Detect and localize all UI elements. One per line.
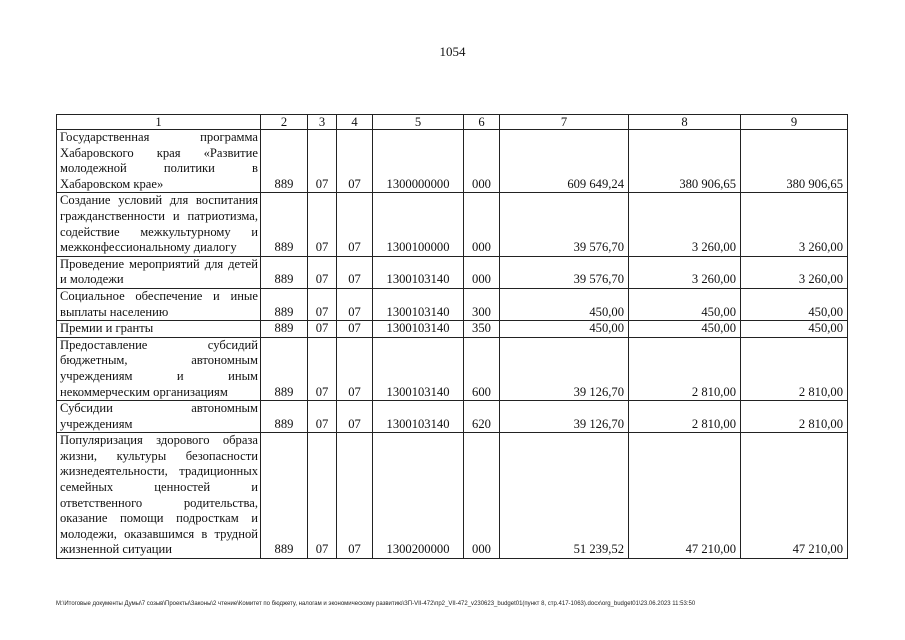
table-row bbox=[57, 433, 848, 559]
row-name: Субсидии автономным учреждениям bbox=[57, 401, 261, 433]
row-expense-type: 000 bbox=[464, 130, 500, 193]
row-target-article: 1300103140 bbox=[373, 288, 464, 320]
header-cell-6: 6 bbox=[464, 115, 500, 130]
row-amount-col9: 3 260,00 bbox=[741, 193, 848, 256]
row-amount-col8: 2 810,00 bbox=[629, 401, 741, 433]
row-expense-type: 000 bbox=[464, 256, 500, 288]
table-row bbox=[57, 321, 848, 338]
row-code-gp: 889 bbox=[261, 401, 308, 433]
row-amount-col7: 39 126,70 bbox=[500, 337, 629, 400]
row-amount-col7: 51 239,52 bbox=[500, 433, 629, 559]
header-cell-2: 2 bbox=[261, 115, 308, 130]
row-amount-col9: 450,00 bbox=[741, 321, 848, 338]
row-subsection: 07 bbox=[337, 193, 373, 256]
row-target-article: 1300103140 bbox=[373, 256, 464, 288]
table-row bbox=[57, 256, 848, 288]
row-name: Создание условий для воспитания гражданственности и патриотизма, содействие межкультурному и межконфессиональному диалогу bbox=[57, 193, 261, 256]
table-row bbox=[57, 193, 848, 256]
row-amount-col8: 450,00 bbox=[629, 321, 741, 338]
row-code-gp: 889 bbox=[261, 433, 308, 559]
budget-table bbox=[56, 114, 848, 559]
row-subsection: 07 bbox=[337, 256, 373, 288]
row-amount-col8: 380 906,65 bbox=[629, 130, 741, 193]
row-section: 07 bbox=[308, 401, 337, 433]
row-amount-col8: 3 260,00 bbox=[629, 193, 741, 256]
row-target-article: 1300103140 bbox=[373, 337, 464, 400]
row-amount-col7: 450,00 bbox=[500, 321, 629, 338]
row-amount-col7: 39 576,70 bbox=[500, 256, 629, 288]
table-row bbox=[57, 337, 848, 400]
page-number: 1054 bbox=[439, 44, 466, 59]
row-amount-col8: 2 810,00 bbox=[629, 337, 741, 400]
row-subsection: 07 bbox=[337, 288, 373, 320]
header-cell-4: 4 bbox=[337, 115, 373, 130]
table-header-row bbox=[57, 115, 848, 130]
row-subsection: 07 bbox=[337, 433, 373, 559]
row-name: Предоставление субсидий бюджетным, автономным учреждениям и иным некоммерческим организациям bbox=[57, 337, 261, 400]
row-subsection: 07 bbox=[337, 337, 373, 400]
row-section: 07 bbox=[308, 288, 337, 320]
row-expense-type: 000 bbox=[464, 193, 500, 256]
row-target-article: 1300103140 bbox=[373, 401, 464, 433]
header-cell-8: 8 bbox=[629, 115, 741, 130]
row-section: 07 bbox=[308, 193, 337, 256]
row-amount-col9: 2 810,00 bbox=[741, 401, 848, 433]
row-target-article: 1300000000 bbox=[373, 130, 464, 193]
row-name: Государственная программа Хабаровского края «Развитие молодежной политики в Хабаровском крае» bbox=[57, 130, 261, 193]
row-section: 07 bbox=[308, 256, 337, 288]
table-row bbox=[57, 288, 848, 320]
row-amount-col7: 39 126,70 bbox=[500, 401, 629, 433]
row-code-gp: 889 bbox=[261, 288, 308, 320]
header-cell-7: 7 bbox=[500, 115, 629, 130]
row-name: Социальное обеспечение и иные выплаты населению bbox=[57, 288, 261, 320]
row-amount-col7: 450,00 bbox=[500, 288, 629, 320]
row-amount-col8: 47 210,00 bbox=[629, 433, 741, 559]
row-amount-col9: 3 260,00 bbox=[741, 256, 848, 288]
row-code-gp: 889 bbox=[261, 337, 308, 400]
row-expense-type: 300 bbox=[464, 288, 500, 320]
footer-file-path: M:\Итоговые документы Думы\7 созыв\Проекты\Законы\2 чтение\Комитет по бюджету, налогам и экономическому развитию\ЗП-VII-472\пр2_VII-472_v230623_budget01(пункт 8, стр.417-1063).docx\org_budget01\23.06.2023 11:53:50 bbox=[56, 601, 696, 607]
row-section: 07 bbox=[308, 433, 337, 559]
row-amount-col8: 3 260,00 bbox=[629, 256, 741, 288]
row-section: 07 bbox=[308, 337, 337, 400]
row-code-gp: 889 bbox=[261, 130, 308, 193]
row-name: Проведение мероприятий для детей и молодежи bbox=[57, 256, 261, 288]
row-subsection: 07 bbox=[337, 321, 373, 338]
row-name: Популяризация здорового образа жизни, культуры безопасности жизнедеятельности, традиционных семейных ценностей и ответственного родительства, оказание помощи подросткам и молодежи, оказавшимся в трудной жизненной ситуации bbox=[57, 433, 261, 559]
row-target-article: 1300100000 bbox=[373, 193, 464, 256]
row-code-gp: 889 bbox=[261, 193, 308, 256]
row-section: 07 bbox=[308, 130, 337, 193]
row-expense-type: 620 bbox=[464, 401, 500, 433]
row-target-article: 1300200000 bbox=[373, 433, 464, 559]
row-subsection: 07 bbox=[337, 130, 373, 193]
header-cell-3: 3 bbox=[308, 115, 337, 130]
row-section: 07 bbox=[308, 321, 337, 338]
row-amount-col9: 450,00 bbox=[741, 288, 848, 320]
row-target-article: 1300103140 bbox=[373, 321, 464, 338]
header-cell-9: 9 bbox=[741, 115, 848, 130]
row-code-gp: 889 bbox=[261, 256, 308, 288]
row-code-gp: 889 bbox=[261, 321, 308, 338]
row-expense-type: 350 bbox=[464, 321, 500, 338]
row-name: Премии и гранты bbox=[57, 321, 261, 338]
row-subsection: 07 bbox=[337, 401, 373, 433]
row-amount-col9: 380 906,65 bbox=[741, 130, 848, 193]
row-amount-col7: 609 649,24 bbox=[500, 130, 629, 193]
row-amount-col7: 39 576,70 bbox=[500, 193, 629, 256]
row-expense-type: 600 bbox=[464, 337, 500, 400]
table-row bbox=[57, 130, 848, 193]
row-expense-type: 000 bbox=[464, 433, 500, 559]
row-amount-col9: 47 210,00 bbox=[741, 433, 848, 559]
table-row bbox=[57, 401, 848, 433]
row-amount-col9: 2 810,00 bbox=[741, 337, 848, 400]
row-amount-col8: 450,00 bbox=[629, 288, 741, 320]
header-cell-5: 5 bbox=[373, 115, 464, 130]
header-cell-1: 1 bbox=[57, 115, 261, 130]
